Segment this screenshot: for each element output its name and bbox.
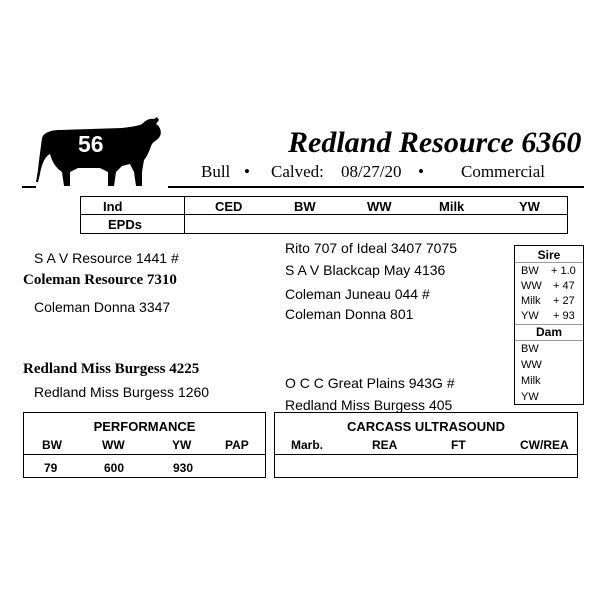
dam-epd-label: YW: [521, 391, 539, 403]
dam-line: Redland Miss Burgess 1260: [34, 384, 210, 400]
dam-epd-title: Dam: [535, 325, 562, 339]
sire-epd-label: Milk: [521, 295, 541, 307]
dam-epd-label: WW: [521, 359, 542, 371]
bullet-separator: •: [418, 162, 424, 181]
carcass-header-marb: Marb.: [291, 438, 324, 452]
carcass-title: CARCASS ULTRASOUND: [347, 419, 505, 434]
sire-epd-value: + 1.0: [551, 265, 576, 277]
performance-value-bw: 79: [44, 461, 58, 475]
sire-epd-value: + 47: [553, 280, 575, 292]
lot-title: Redland Resource 6360: [288, 126, 582, 159]
carcass-ultrasound-table: [274, 412, 578, 478]
pedigree-right-4: Coleman Donna 801: [285, 306, 414, 322]
epd-col-bw: BW: [294, 199, 316, 214]
performance-header-bw: BW: [42, 438, 62, 452]
sire-dam: Coleman Donna 3347: [34, 299, 171, 315]
epd-col-ww: WW: [367, 199, 392, 214]
epd-header-table: [80, 196, 568, 234]
pedigree-right-1: Rito 707 of Ideal 3407 7075: [285, 240, 458, 256]
epd-col-ind: Ind: [103, 199, 123, 214]
sire-name: Coleman Resource 7310: [23, 272, 177, 288]
sire-epd-value: + 93: [553, 310, 575, 322]
sire-epd-label: YW: [521, 310, 539, 322]
sire-dam-epd-box: [514, 245, 584, 405]
dam-name: Redland Miss Burgess 4225: [23, 361, 200, 377]
epd-col-yw: YW: [519, 199, 540, 214]
pedigree-right-5: O C C Great Plains 943G #: [285, 375, 455, 391]
sire-epd-label: BW: [521, 265, 539, 277]
lot-number: 56: [78, 131, 104, 157]
bullet-separator: •: [244, 162, 250, 181]
carcass-header-cw-rea: CW/REA: [520, 438, 569, 452]
pedigree-right-6: Redland Miss Burgess 405: [285, 397, 453, 413]
calved-date: 08/27/20: [341, 162, 402, 181]
carcass-header-rea: REA: [372, 438, 398, 452]
pedigree-right-2: S A V Blackcap May 4136: [285, 262, 446, 278]
pedigree-right-3: Coleman Juneau 044 #: [285, 286, 430, 302]
carcass-header-ft: FT: [451, 438, 466, 452]
dam-epd-label: Milk: [521, 375, 541, 387]
sire-sire: S A V Resource 1441 #: [34, 250, 179, 266]
performance-table: [23, 412, 266, 478]
sex-label: Bull: [201, 162, 231, 181]
performance-header-ww: WW: [102, 438, 125, 452]
calved-label: Calved:: [271, 162, 324, 181]
performance-value-yw: 930: [173, 461, 194, 475]
performance-header-pap: PAP: [225, 438, 249, 452]
performance-title: PERFORMANCE: [93, 419, 196, 434]
performance-header-yw: YW: [172, 438, 192, 452]
divider: [22, 186, 36, 188]
bull-type: Commercial: [461, 162, 546, 181]
epd-col-ced: CED: [215, 199, 243, 214]
sire-epd-label: WW: [521, 280, 542, 292]
dam-epd-label: BW: [521, 343, 539, 355]
performance-value-ww: 600: [104, 461, 125, 475]
sire-epd-value: + 27: [553, 295, 575, 307]
epd-row-label: EPDs: [108, 217, 142, 232]
divider: [168, 186, 584, 188]
sire-epd-title: Sire: [537, 248, 561, 262]
epd-col-milk: Milk: [439, 199, 465, 214]
